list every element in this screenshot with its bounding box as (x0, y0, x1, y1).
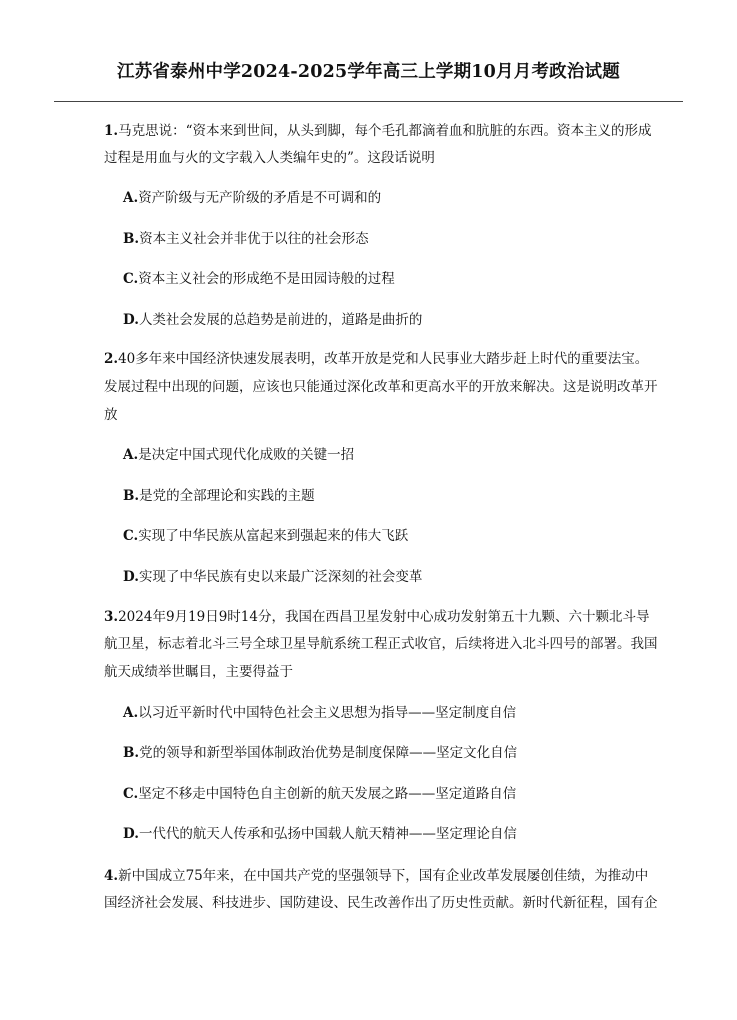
option-text: 以习近平新时代中国特色社会主义思想为指导——坚定制度自信 (138, 705, 517, 721)
option-letter: A. (123, 705, 139, 721)
question-1-option-d (123, 310, 422, 330)
title-divider (54, 101, 683, 102)
question-2-text: 40多年来中国经济快速发展表明，改革开放是党和人民事业大踏步赶上时代的重要法宝。 (118, 351, 649, 367)
page-title: 江苏省泰州中学2024-2025学年高三上学期10月月考政治试题 (117, 62, 620, 82)
option-text: 党的领导和新型举国体制政治优势是制度保障——坚定文化自信 (139, 745, 518, 761)
option-letter: C. (123, 786, 139, 802)
question-1-option-b (123, 229, 369, 249)
question-2-option-d (123, 567, 422, 587)
option-letter: B. (123, 745, 140, 761)
question-3-number: 3. (104, 609, 119, 625)
question-4-line-2: 国经济社会发展、科技进步、国防建设、民生改善作出了历史性贡献。新时代新征程，国有企 (104, 895, 658, 911)
option-text: 人类社会发展的总趋势是前进的，道路是曲折的 (138, 312, 423, 328)
option-text: 资本主义社会的形成绝不是田园诗般的过程 (138, 271, 395, 287)
question-1-line-2: 过程是用血与火的文字载入人类编年史的”。这段话说明 (104, 150, 435, 166)
question-1-option-c (123, 269, 395, 289)
option-text: 资产阶级与无产阶级的矛盾是不可调和的 (138, 190, 382, 206)
question-2-line-3: 放 (104, 407, 118, 423)
question-4-text: 新中国成立75年来，在中国共产党的坚强领导下，国有企业改革发展屡创佳绩，为推动中 (118, 868, 649, 884)
question-1-text: 马克思说：“资本来到世间，从头到脚，每个毛孔都滴着血和肮脏的东西。资本主义的形成 (118, 123, 652, 139)
question-3-option-c (123, 784, 516, 804)
question-3-option-b (123, 743, 517, 763)
question-2-option-c (123, 526, 408, 546)
option-text: 实现了中华民族有史以来最广泛深刻的社会变革 (138, 569, 423, 585)
option-text: 实现了中华民族从富起来到强起来的伟大飞跃 (138, 528, 409, 544)
option-text: 是决定中国式现代化成败的关键一招 (138, 447, 355, 463)
question-2-line-1 (104, 349, 648, 369)
question-4-line-1 (104, 866, 648, 886)
option-letter: A. (123, 190, 139, 206)
question-3-option-a (123, 703, 516, 723)
question-2-number: 2. (104, 351, 119, 367)
option-letter: A. (123, 447, 139, 463)
question-2-option-b (123, 486, 315, 506)
question-1-number: 1. (104, 123, 119, 139)
option-letter: D. (123, 826, 139, 842)
question-2-option-a (123, 445, 354, 465)
question-3-option-d (123, 824, 517, 844)
question-2-line-2: 发展过程中出现的问题，应该也只能通过深化改革和更高水平的开放来解决。这是说明改革开 (104, 379, 658, 395)
question-4-number: 4. (104, 868, 119, 884)
option-text: 资本主义社会并非优于以往的社会形态 (139, 231, 369, 247)
question-3-line-3: 航天成绩举世瞩目，主要得益于 (104, 664, 293, 680)
option-letter: C. (123, 528, 139, 544)
option-text: 坚定不移走中国特色自主创新的航天发展之路——坚定道路自信 (138, 786, 517, 802)
question-3-text: 2024年9月19日9时14分，我国在西昌卫星发射中心成功发射第五十九颗、六十颗北斗导 (118, 609, 650, 625)
question-3-line-2: 航卫星，标志着北斗三号全球卫星导航系统工程正式收官，后续将进入北斗四号的部署。我国 (104, 636, 658, 652)
option-text: 是党的全部理论和实践的主题 (139, 488, 315, 504)
option-text: 一代代的航天人传承和弘扬中国载人航天精神——坚定理论自信 (138, 826, 517, 842)
option-letter: B. (123, 488, 140, 504)
option-letter: D. (123, 569, 139, 585)
question-3-line-1 (104, 607, 649, 627)
option-letter: D. (123, 312, 139, 328)
question-1-option-a (123, 188, 381, 208)
question-1-line-1 (104, 121, 652, 141)
option-letter: C. (123, 271, 139, 287)
option-letter: B. (123, 231, 140, 247)
